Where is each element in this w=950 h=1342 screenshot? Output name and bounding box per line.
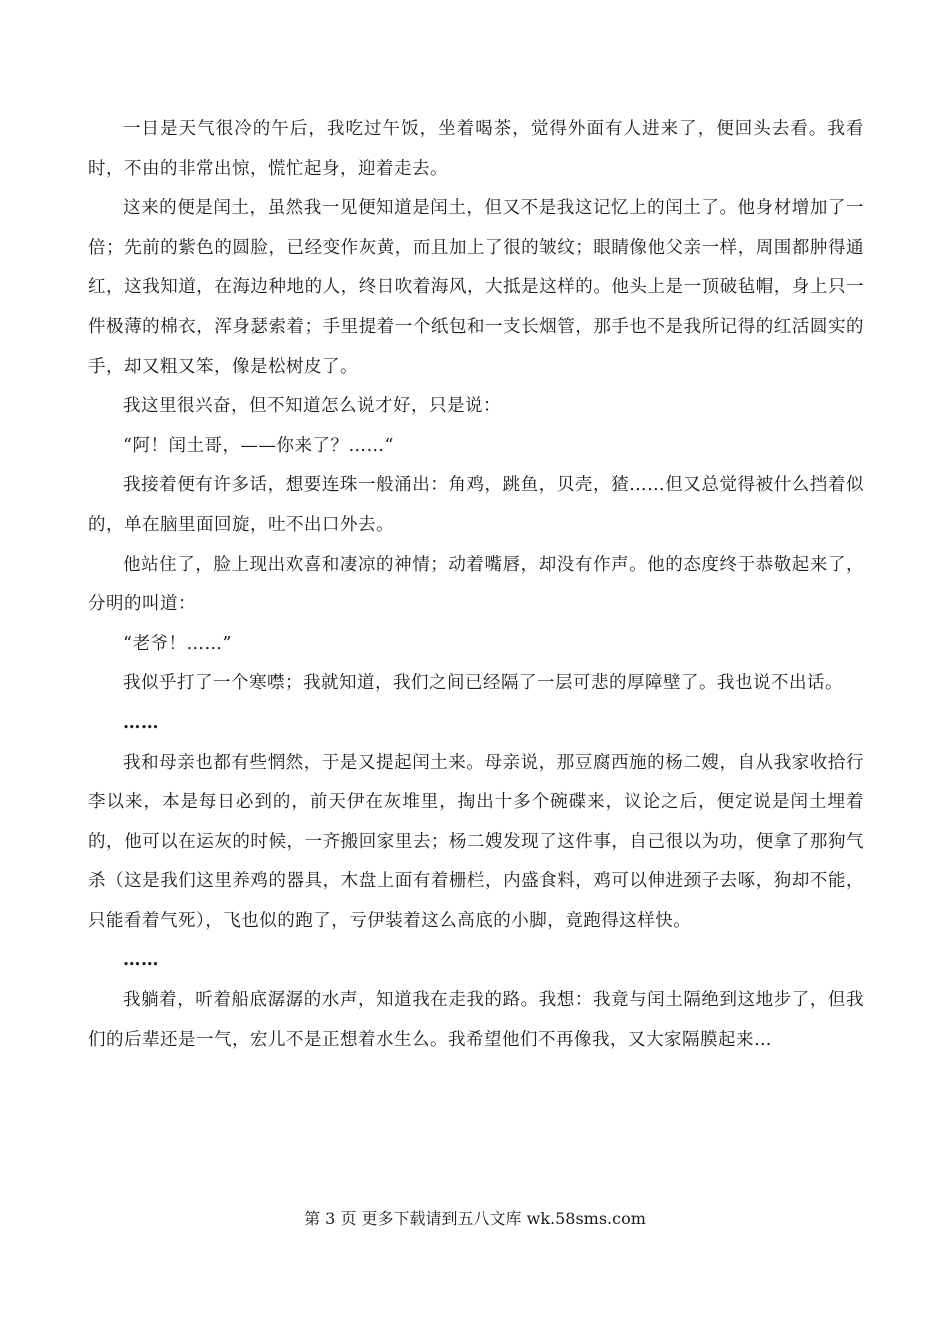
paragraph-2: 这来的便是闰土，虽然我一见便知道是闰土，但又不是我这记忆上的闰土了。他身材增加了一倍；先前的紫色的圆脸，已经变作灰黄，而且加上了很的皱纹；眼睛像他父亲一样，周围都肿得通红，这我知道，在海边种地的人，终日吹着海风，大抵是这样的。他头上是一顶破毡帽，身上只一件极薄的棉衣，浑身瑟索着；手里提着一个纸包和一支长烟管，那手也不是我所记得的红活圆实的手，却又粗又笨，像是松树皮了。 [88, 198, 864, 377]
ellipsis-separator-1: …… [123, 712, 159, 733]
page-footer: 第 3 页 更多下载请到五八文库 wk.58sms.com [304, 1209, 646, 1228]
paragraph-7-dialogue: “老爷！……” [123, 633, 232, 654]
paragraph-1: 一日是天气很冷的午后，我吃过午饭，坐着喝茶，觉得外面有人进来了，便回头去看。我看时，不由的非常出惊，慌忙起身，迎着走去。 [88, 119, 864, 179]
paragraph-5: 我接着便有许多话，想要连珠一般涌出：角鸡，跳鱼，贝壳，猹……但又总觉得被什么挡着似的，单在脑里面回旋，吐不出口外去。 [88, 475, 864, 535]
paragraph-6: 他站住了，脸上现出欢喜和凄凉的神情；动着嘴唇，却没有作声。他的态度终于恭敬起来了，分明的叫道： [88, 554, 864, 615]
ellipsis-separator-2: …… [123, 950, 159, 971]
paragraph-3: 我这里很兴奋，但不知道怎么说才好，只是说： [123, 396, 501, 417]
paragraph-9: 我和母亲也都有些惘然，于是又提起闰土来。母亲说，那豆腐西施的杨二嫂，自从我家收拾行李以来，本是每日必到的，前天伊在灰堆里，掏出十多个碗碟来，议论之后，便定说是闰土埋着的，他可以在运灰的时候，一齐搬回家里去；杨二嫂发现了这件事，自己很以为功，便拿了那狗气杀（这是我们这里养鸡的器具，木盘上面有着栅栏，内盛食料，鸡可以伸进颈子去啄，狗却不能，只能看着气死），飞也似的跑了，亏伊装着这么高底的小脚，竟跑得这样快。 [88, 752, 864, 931]
document-body [88, 110, 864, 1060]
paragraph-10: 我躺着，听着船底潺潺的水声，知道我在走我的路。我想：我竟与闰土隔绝到这地步了，但我们的后辈还是一气，宏儿不是正想着水生么。我希望他们不再像我，又大家隔膜起来… [88, 990, 864, 1050]
paragraph-4-dialogue: “阿！闰土哥，——你来了？……“ [123, 435, 394, 456]
paragraph-8: 我似乎打了一个寒噤；我就知道，我们之间已经隔了一层可悲的厚障壁了。我也说不出话。 [123, 673, 843, 694]
